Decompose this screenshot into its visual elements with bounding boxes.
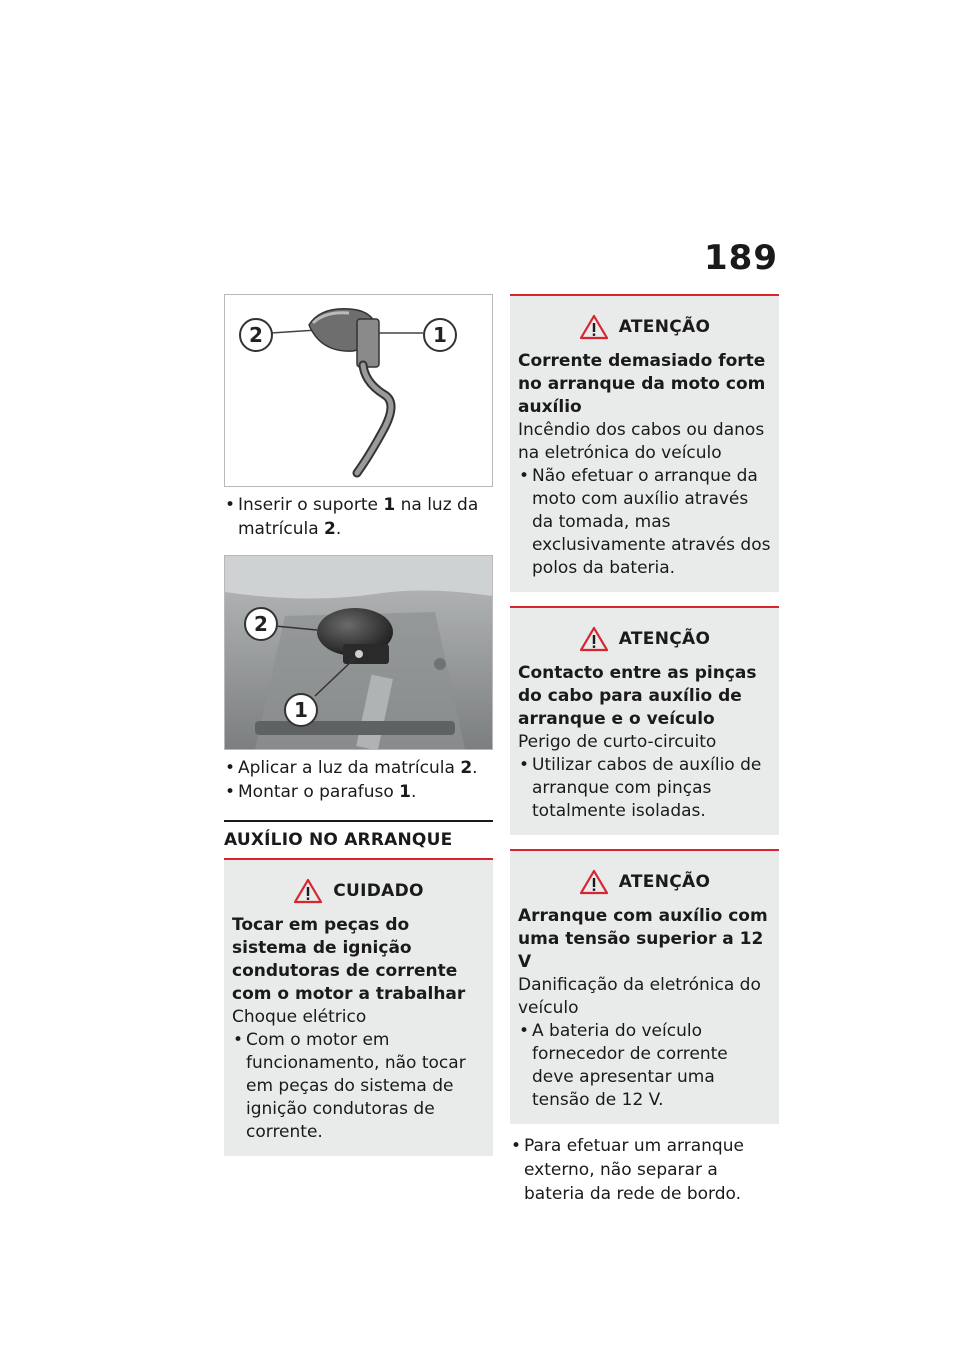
figure1-label-2: 2 <box>249 323 263 347</box>
figure2-label-1: 1 <box>294 698 308 722</box>
list-item: • Aplicar a luz da matrícula 2. <box>224 756 493 780</box>
list-item: • Com o motor em funcionamento, não tocar em peças do sistema de ignição condutoras de corrente. <box>232 1029 485 1144</box>
warning-title: Corrente demasiado forte no arranque da moto com auxílio <box>518 351 766 417</box>
warning-header <box>518 314 771 340</box>
list-item: • Inserir o suporte 1 na luz da matrícula 2. <box>224 493 493 541</box>
caution-bullets <box>232 1029 485 1144</box>
left-column <box>224 294 493 1156</box>
warning-bullets <box>518 465 771 580</box>
page-number: 189 <box>704 238 778 278</box>
warning-triangle-icon <box>579 869 609 895</box>
warning-text: Perigo de curto-circuito <box>518 732 717 752</box>
warning-box-2 <box>510 606 779 835</box>
list-item: • Não efetuar o arranque da moto com auxílio através da tomada, mas exclusivamente através dos polos da bateria. <box>518 465 771 580</box>
caution-text: Choque elétrico <box>232 1007 367 1027</box>
figure-license-light-photo <box>224 555 493 750</box>
warning-bullets <box>518 754 771 823</box>
caution-box <box>224 858 493 1156</box>
figure2-label-2: 2 <box>254 612 268 636</box>
section-title: AUXÍLIO NO ARRANQUE <box>224 820 493 858</box>
license-light-illustration <box>225 556 492 749</box>
final-step-list <box>510 1134 779 1206</box>
caution-header <box>232 878 485 904</box>
warning-title: Contacto entre as pinças do cabo para auxílio de arranque e o veículo <box>518 663 757 729</box>
steps-list-1 <box>224 493 493 541</box>
list-item: • Para efetuar um arranque externo, não separar a bateria da rede de bordo. <box>510 1134 779 1206</box>
warning-label: ATENÇÃO <box>618 317 711 337</box>
figure1-label-1: 1 <box>433 323 447 347</box>
bracket-illustration <box>225 295 492 486</box>
figure-bracket-diagram <box>224 294 493 487</box>
warning-title: Arranque com auxílio com uma tensão superior a 12 V <box>518 906 768 972</box>
warning-header <box>518 626 771 652</box>
steps-list-2 <box>224 756 493 804</box>
warning-bullets <box>518 1020 771 1112</box>
list-item: • Montar o parafuso 1. <box>224 780 493 804</box>
warning-label: ATENÇÃO <box>618 872 711 892</box>
warning-triangle-icon <box>579 626 609 652</box>
warning-text: Danificação da eletrónica do veículo <box>518 975 761 1018</box>
caution-title: Tocar em peças do sistema de ignição condutoras de corrente com o motor a trabalhar <box>232 915 466 1004</box>
list-item: • Utilizar cabos de auxílio de arranque com pinças totalmente isoladas. <box>518 754 771 823</box>
warning-text: Incêndio dos cabos ou danos na eletrónica do veículo <box>518 420 765 463</box>
warning-triangle-icon <box>293 878 323 904</box>
warning-triangle-icon <box>579 314 609 340</box>
warning-box-1 <box>510 294 779 592</box>
warning-header <box>518 869 771 895</box>
right-column <box>510 294 779 1206</box>
list-item: • A bateria do veículo fornecedor de corrente deve apresentar uma tensão de 12 V. <box>518 1020 771 1112</box>
caution-label: CUIDADO <box>333 881 424 901</box>
warning-label: ATENÇÃO <box>618 629 711 649</box>
warning-box-3 <box>510 849 779 1124</box>
